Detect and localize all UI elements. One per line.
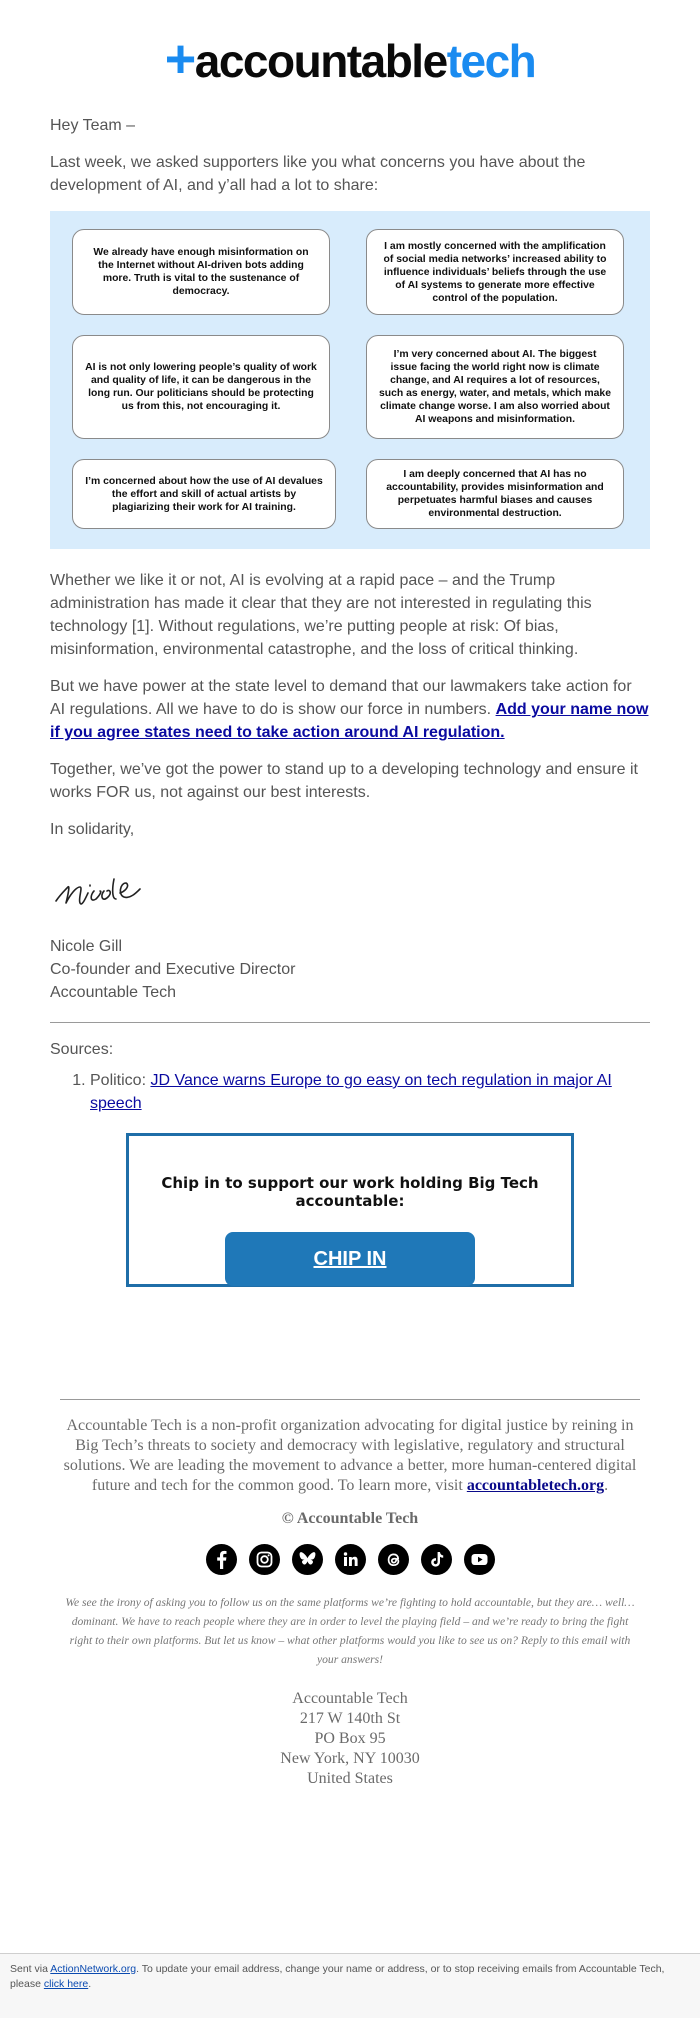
social-links: [60, 1544, 640, 1575]
email-container: [50, 0, 650, 1287]
mailing-address: [60, 1689, 640, 1789]
donation-box: [126, 1133, 574, 1287]
signer-org: Accountable Tech: [50, 984, 177, 1001]
mission-statement: [60, 1416, 640, 1496]
unsubscribe-text: . To update your email address, change your name or address, or to stop receiving emails from Accountable Tech, please: [10, 1963, 665, 1990]
address-line: 217 W 140th St: [299, 1710, 401, 1727]
mission-end: .: [604, 1477, 609, 1494]
copyright: © Accountable Tech: [281, 1510, 419, 1527]
facebook-icon[interactable]: [206, 1544, 237, 1575]
footer: [60, 1399, 640, 1789]
add-your-name-link[interactable]: Add your name now if you agree states need to take action around AI regulation.: [50, 701, 649, 741]
website-link[interactable]: accountabletech.org: [466, 1477, 605, 1494]
bluesky-icon[interactable]: [292, 1544, 323, 1575]
instagram-icon[interactable]: [249, 1544, 280, 1575]
logo-plus: +: [164, 29, 195, 89]
signer-name: Nicole Gill: [50, 938, 123, 955]
address-line: Accountable Tech: [292, 1690, 408, 1707]
source-prefix: Politico:: [90, 1072, 151, 1089]
source-link[interactable]: JD Vance warns Europe to go easy on tech regulation in major AI speech: [90, 1072, 612, 1112]
logo-accent: tech: [446, 35, 536, 87]
divider: [50, 1022, 650, 1023]
youtube-icon[interactable]: [464, 1544, 495, 1575]
linkedin-icon[interactable]: [335, 1544, 366, 1575]
sent-via-text: Sent via: [10, 1963, 51, 1975]
closing-line: In solidarity,: [50, 821, 135, 838]
quote-card: AI is not only lowering people’s quality of work and quality of life, it can be dangerous in the long run. Our politicians should be protecting us from this, not encouraging it.: [72, 335, 330, 439]
signature-image: [50, 855, 650, 921]
donation-prompt: Chip in to support our work holding Big Tech accountable:: [161, 1174, 539, 1210]
quote-card: We already have enough misinformation on the Internet without AI-driven bots adding more. Truth is vital to the sustenance of democracy.: [72, 229, 330, 315]
logo-brand: accountable: [194, 35, 447, 87]
greeting: Hey Team –: [50, 117, 136, 134]
quote-card: I am mostly concerned with the amplification of social media networks’ increased ability to influence individuals’ beliefs through the use of AI systems to generate more effective control of the population.: [366, 229, 624, 315]
platforms-note: We see the irony of asking you to follow us on the same platforms we’re fighting to hold accountable, but they are… well… dominant. We have to reach people where they are in order to level the playing field – and we’re ready to bring the fight right to their own platforms. But let us know – what other platforms would you like to see us on? Reply to this email with your answers!: [65, 1596, 635, 1666]
quote-card: I’m very concerned about AI. The biggest issue facing the world right now is climate change, and AI requires a lot of resources, such as energy, water, and metals, which make climate change worse. I am also worried about AI weapons and misinformation.: [366, 335, 624, 439]
quote-card: I am deeply concerned that AI has no accountability, provides misinformation and perpetuates harmful biases and causes environmental destruction.: [366, 459, 624, 529]
source-item: [90, 1069, 650, 1115]
sources-label: Sources:: [50, 1041, 114, 1058]
state-action-text: But we have power at the state level to demand that our lawmakers take action for AI regulations. All we have to do is show our force in numbers.: [50, 678, 632, 718]
tiktok-icon[interactable]: [421, 1544, 452, 1575]
click-here-link[interactable]: click here: [43, 1978, 89, 1990]
unsubscribe-bar: [0, 1953, 700, 2018]
action-network-link[interactable]: ActionNetwork.org: [50, 1963, 137, 1975]
intro-paragraph: Last week, we asked supporters like you what concerns you have about the development of AI, and y’all had a lot to share:: [50, 154, 586, 194]
paragraph-regulation: Whether we like it or not, AI is evolving at a rapid pace – and the Trump administration has made it clear that they are not interested in regulating this technology [1]. Without regulations, we’re putting people at risk: Of bias, misinformation, environmental catastrophe, and the loss of critical thinking.: [50, 572, 592, 658]
quote-card: I’m concerned about how the use of AI devalues the effort and skill of actual artists by plagiarizing their work for AI training.: [72, 459, 336, 529]
address-line: United States: [307, 1770, 393, 1787]
paragraph-together: Together, we’ve got the power to stand up to a developing technology and ensure it works FOR us, not against our best interests.: [50, 761, 638, 801]
signer-title: Co-founder and Executive Director: [50, 961, 296, 978]
threads-icon[interactable]: [378, 1544, 409, 1575]
unsubscribe-end: .: [88, 1978, 92, 1990]
supporter-quotes-graphic: [50, 211, 650, 549]
sources-list: [50, 1069, 650, 1115]
paragraph-state-action: [50, 675, 650, 744]
chip-in-button[interactable]: CHIP IN: [225, 1232, 475, 1286]
mission-text: Accountable Tech is a non-profit organization advocating for digital justice by reining in Big Tech’s threats to society and democracy with legislative, regulatory and structural solutions. We are leading the movement to advance a better, more human-centered digital future and tech for the common good. To learn more, visit: [63, 1417, 637, 1494]
address-line: PO Box 95: [314, 1730, 386, 1747]
accountable-tech-logo[interactable]: [50, 0, 650, 89]
signature-text: Nicole: [50, 855, 53, 856]
address-line: New York, NY 10030: [280, 1750, 420, 1767]
